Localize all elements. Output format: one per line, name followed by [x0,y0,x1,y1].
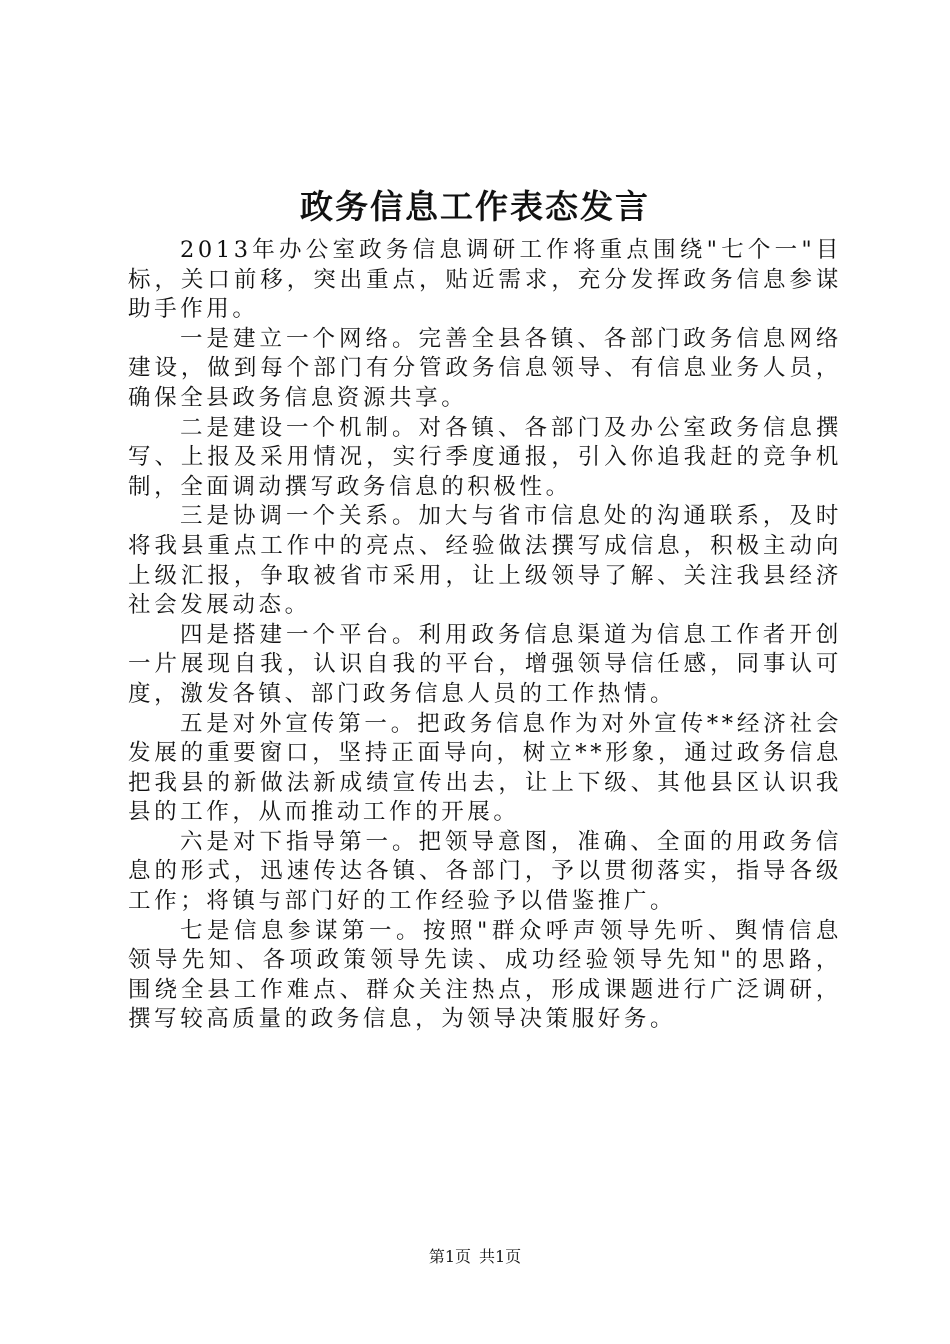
paragraph-mechanism: 二是建设一个机制。对各镇、各部门及办公室政务信息撰写、上报及采用情况，实行季度通报，引入你追我赶的竞争机制，全面调动撰写政务信息的积极性。 [128,414,842,500]
paragraph-publicity: 五是对外宣传第一。把政务信息作为对外宣传**经济社会发展的重要窗口，坚持正面导向，树立**形象，通过政务信息把我县的新做法新成绩宣传出去，让上下级、其他县区认识我县的工作，从而推动工作的开展。 [128,710,842,826]
page-footer [0,1247,950,1267]
paragraph-platform: 四是搭建一个平台。利用政务信息渠道为信息工作者开创一片展现自我，认识自我的平台，增强领导信任感，同事认可度，激发各镇、部门政务信息人员的工作热情。 [128,621,842,707]
paragraph-advisory: 七是信息参谋第一。按照"群众呼声领导先听、舆情信息领导先知、各项政策领导先读、成功经验领导先知"的思路，围绕全县工作难点、群众关注热点，形成课题进行广泛调研，撰写较高质量的政务信息，为领导决策服好务。 [128,917,842,1033]
page-number: 第1页 [428,1247,471,1266]
paragraph-intro: 2013年办公室政务信息调研工作将重点围绕"七个一"目标，关口前移，突出重点，贴近需求，充分发挥政务信息参谋助手作用。 [128,237,842,323]
paragraph-relationship: 三是协调一个关系。加大与省市信息处的沟通联系，及时将我县重点工作中的亮点、经验做法撰写成信息，积极主动向上级汇报，争取被省市采用，让上级领导了解、关注我县经济社会发展动态。 [128,503,842,619]
paragraph-network: 一是建立一个网络。完善全县各镇、各部门政务信息网络建设，做到每个部门有分管政务信息领导、有信息业务人员，确保全县政务信息资源共享。 [128,325,842,411]
paragraph-guidance: 六是对下指导第一。把领导意图，准确、全面的用政务信息的形式，迅速传达各镇、各部门，予以贯彻落实，指导各级工作；将镇与部门好的工作经验予以借鉴推广。 [128,828,842,915]
page-total: 共1页 [479,1247,522,1266]
document-title: 政务信息工作表态发言 [300,187,650,226]
document-body [128,236,842,1035]
